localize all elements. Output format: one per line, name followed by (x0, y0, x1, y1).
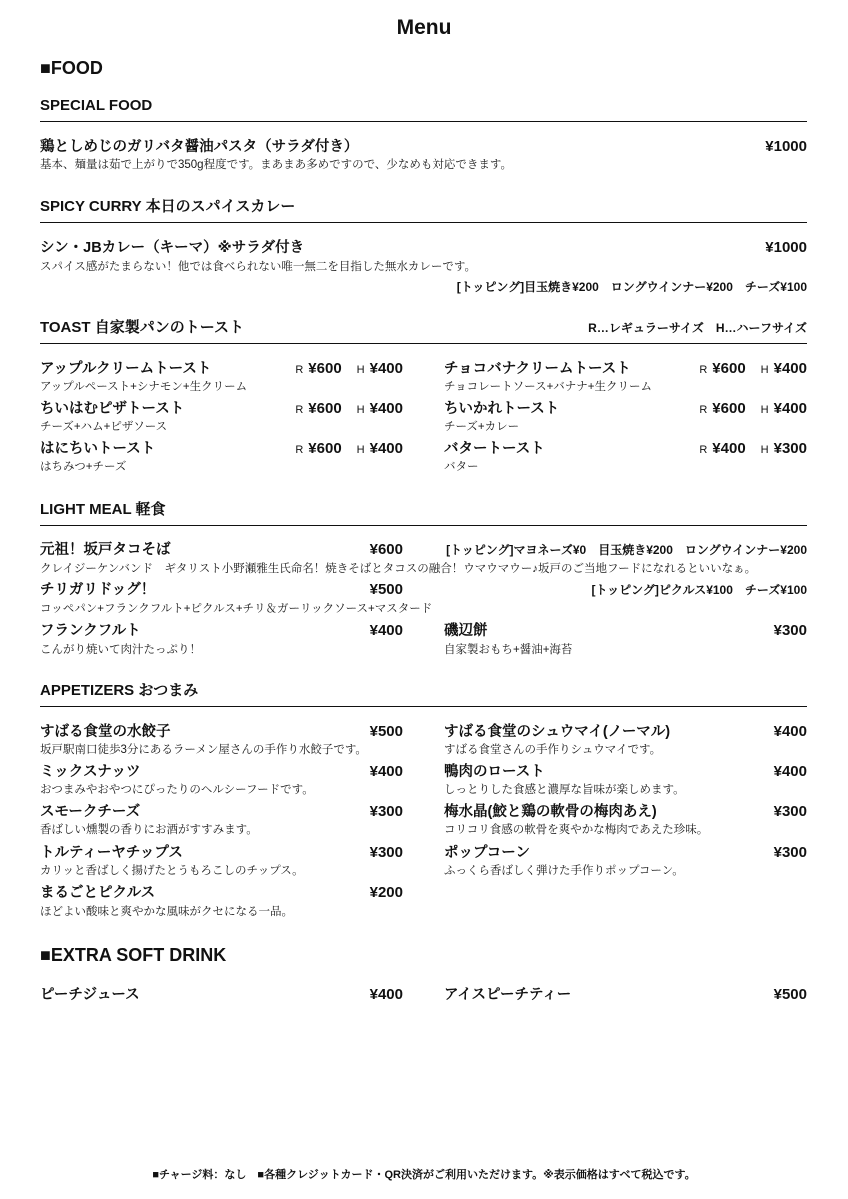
item-price: ¥1000 (765, 239, 807, 256)
item-price: ¥400 (369, 986, 403, 1003)
menu-item (40, 137, 807, 157)
item-price: ¥300 (369, 844, 403, 861)
menu-item (40, 883, 403, 903)
toast-heading: TOAST 自家製パンのトースト (40, 319, 244, 336)
item-name: すばる食堂の水餃子 (40, 724, 171, 740)
half-size-label: H (760, 403, 769, 416)
item-description: バター (444, 461, 479, 473)
item-name: チョコバナクリームトースト (444, 361, 631, 377)
menu-item (40, 399, 403, 419)
item-description: はちみつ+チーズ (40, 461, 127, 473)
item-description: こんがり焼いて肉汁たっぷり！ (40, 644, 201, 656)
size-prices (295, 439, 403, 459)
menu-item (40, 359, 403, 379)
item-name: スモークチーズ (40, 804, 141, 820)
size-prices (699, 399, 807, 419)
item-price: ¥400 (369, 763, 403, 780)
item-description: チーズ+カレー (444, 421, 520, 433)
half-price: ¥400 (369, 399, 403, 417)
menu-item (40, 238, 807, 258)
item-name: はにちいトースト (40, 441, 156, 457)
item-name: シン・JBカレー（キーマ）※サラダ付き (40, 240, 305, 256)
item-name: 鴨肉のロースト (444, 764, 545, 780)
item-price: ¥400 (369, 622, 403, 639)
item-description: 自家製おもち+醤油+海苔 (444, 644, 573, 656)
menu-item (444, 439, 807, 459)
item-price: ¥500 (369, 723, 403, 740)
item-description: チョコレートソース+バナナ+生クリーム (444, 381, 653, 393)
menu-item (444, 985, 807, 1005)
item-description: ほどよい酸味と爽やかな風味がクセになる一品。 (40, 906, 293, 918)
menu-item (444, 802, 807, 822)
menu-item (40, 580, 403, 600)
menu-item (40, 722, 403, 742)
section-divider (40, 121, 807, 122)
regular-price: ¥600 (308, 439, 342, 457)
menu-item (40, 540, 403, 560)
item-price: ¥1000 (765, 138, 807, 155)
food-category-heading: ■FOOD (40, 58, 103, 78)
item-name: チリガリドッグ！ (40, 582, 156, 598)
item-description: アップルペースト+シナモン+生クリーム (40, 381, 248, 393)
half-price: ¥300 (773, 439, 807, 457)
half-size-label: H (356, 403, 365, 416)
special-food-heading: SPECIAL FOOD (40, 97, 153, 114)
topping-note: [トッピング]目玉焼き¥200 ロングウインナー¥200 チーズ¥100 (456, 280, 807, 294)
item-price: ¥300 (369, 803, 403, 820)
size-prices (699, 439, 807, 459)
light-meal-heading: LIGHT MEAL 軽食 (40, 501, 166, 518)
item-name: ちいかれトースト (444, 401, 560, 417)
half-price: ¥400 (773, 359, 807, 377)
item-price: ¥300 (773, 803, 807, 820)
menu-item (40, 985, 403, 1005)
item-description: すばる食堂さんの手作りシュウマイです。 (444, 744, 662, 756)
size-prices (295, 359, 403, 379)
regular-size-label: R (295, 443, 304, 456)
item-price: ¥500 (773, 986, 807, 1003)
size-prices (295, 399, 403, 419)
item-description: コリコリ食感の軟骨を爽やかな梅肉であえた珍味。 (444, 824, 709, 836)
half-size-label: H (760, 363, 769, 376)
item-price: ¥400 (773, 723, 807, 740)
item-description: クレイジーケンバンド ギタリスト小野瀬雅生氏命名！焼きそばとタコスの融合！ウマウマウー♪坂戸のご当地フードになれるといいなぁ。 (40, 563, 757, 575)
page-title: Menu (396, 16, 452, 39)
menu-item (40, 439, 403, 459)
menu-item (40, 802, 403, 822)
item-description: 基本、麺量は茹で上がりで350g程度です。まあまあ多めですので、少なめも対応できます。 (40, 159, 513, 171)
item-name: 鶏としめじのガリバタ醤油パスタ（サラダ付き） (40, 139, 359, 155)
item-name: 元祖！坂戸タコそば (40, 542, 171, 558)
item-name: アップルクリームトースト (40, 361, 212, 377)
item-name: ピーチジュース (40, 987, 140, 1003)
item-name: まるごとピクルス (40, 885, 156, 901)
item-name: ポップコーン (444, 845, 530, 861)
menu-item (444, 621, 807, 641)
menu-item (444, 762, 807, 782)
item-name: ちいはむピザトースト (40, 401, 185, 417)
regular-price: ¥600 (712, 359, 746, 377)
regular-price: ¥600 (308, 399, 342, 417)
item-description: コッペパン+フランクフルト+ピクルス+チリ＆ガーリックソース+マスタード (40, 603, 433, 615)
item-name: 磯辺餅 (444, 623, 488, 639)
half-price: ¥400 (369, 439, 403, 457)
item-description: 香ばしい燻製の香りにお酒がすすみます。 (40, 824, 258, 836)
regular-price: ¥600 (308, 359, 342, 377)
regular-size-label: R (295, 363, 304, 376)
item-name: ミックスナッツ (40, 764, 141, 780)
section-divider (40, 706, 807, 707)
half-price: ¥400 (369, 359, 403, 377)
regular-size-label: R (699, 363, 708, 376)
half-size-label: H (760, 443, 769, 456)
menu-item (444, 722, 807, 742)
item-description: カリッと香ばしく揚げたとうもろこしのチップス。 (40, 865, 304, 877)
item-description: しっとりした食感と濃厚な旨味が楽しめます。 (444, 784, 685, 796)
half-price: ¥400 (773, 399, 807, 417)
spicy-curry-heading: SPICY CURRY 本日のスパイスカレー (40, 198, 296, 215)
item-description: おつまみやおやつにぴったりのヘルシーフードです。 (40, 784, 314, 796)
item-description: チーズ+ハム+ピザソース (40, 421, 168, 433)
topping-note: [トッピング]マヨネーズ¥0 目玉焼き¥200 ロングウインナー¥200 (446, 543, 807, 557)
menu-item (40, 621, 403, 641)
half-size-label: H (356, 443, 365, 456)
appetizers-heading: APPETIZERS おつまみ (40, 682, 199, 699)
item-name: バタートースト (444, 441, 545, 457)
section-divider (40, 343, 807, 344)
topping-note: [トッピング]ピクルス¥100 チーズ¥100 (591, 583, 807, 597)
item-name: アイスピーチティー (444, 987, 572, 1003)
half-size-label: H (356, 363, 365, 376)
footer-note: ■チャージ料：なし ■各種クレジットカード・QR決済がご利用いただけます。※表示価格はすべて税込です。 (152, 1169, 696, 1181)
regular-price: ¥400 (712, 439, 746, 457)
regular-size-label: R (699, 443, 708, 456)
item-price: ¥200 (369, 884, 403, 901)
size-legend: R…レギュラーサイズ H…ハーフサイズ (588, 321, 807, 335)
item-description: 坂戸駅南口徒歩3分にあるラーメン屋さんの手作り水餃子です。 (40, 744, 367, 756)
size-prices (699, 359, 807, 379)
item-name: トルティーヤチップス (40, 845, 183, 861)
regular-size-label: R (295, 403, 304, 416)
section-divider (40, 525, 807, 526)
regular-price: ¥600 (712, 399, 746, 417)
item-price: ¥300 (773, 622, 807, 639)
item-name: すばる食堂のシュウマイ(ノーマル) (444, 724, 671, 740)
item-name: フランクフルト (40, 623, 141, 639)
item-description: ふっくら香ばしく弾けた手作りポップコーン。 (444, 865, 684, 877)
item-price: ¥400 (773, 763, 807, 780)
item-name: 梅水晶(鮫と鶏の軟骨の梅肉あえ) (444, 804, 657, 820)
item-price: ¥500 (369, 581, 403, 598)
menu-item (40, 843, 403, 863)
item-description: スパイス感がたまらない！他では食べられない唯一無二を目指した無水カレーです。 (40, 261, 476, 273)
menu-item (444, 359, 807, 379)
menu-item (444, 399, 807, 419)
menu-item (40, 762, 403, 782)
extra-soft-drink-heading: ■EXTRA SOFT DRINK (40, 945, 227, 965)
menu-item (444, 843, 807, 863)
regular-size-label: R (699, 403, 708, 416)
item-price: ¥600 (369, 541, 403, 558)
section-divider (40, 222, 807, 223)
item-price: ¥300 (773, 844, 807, 861)
